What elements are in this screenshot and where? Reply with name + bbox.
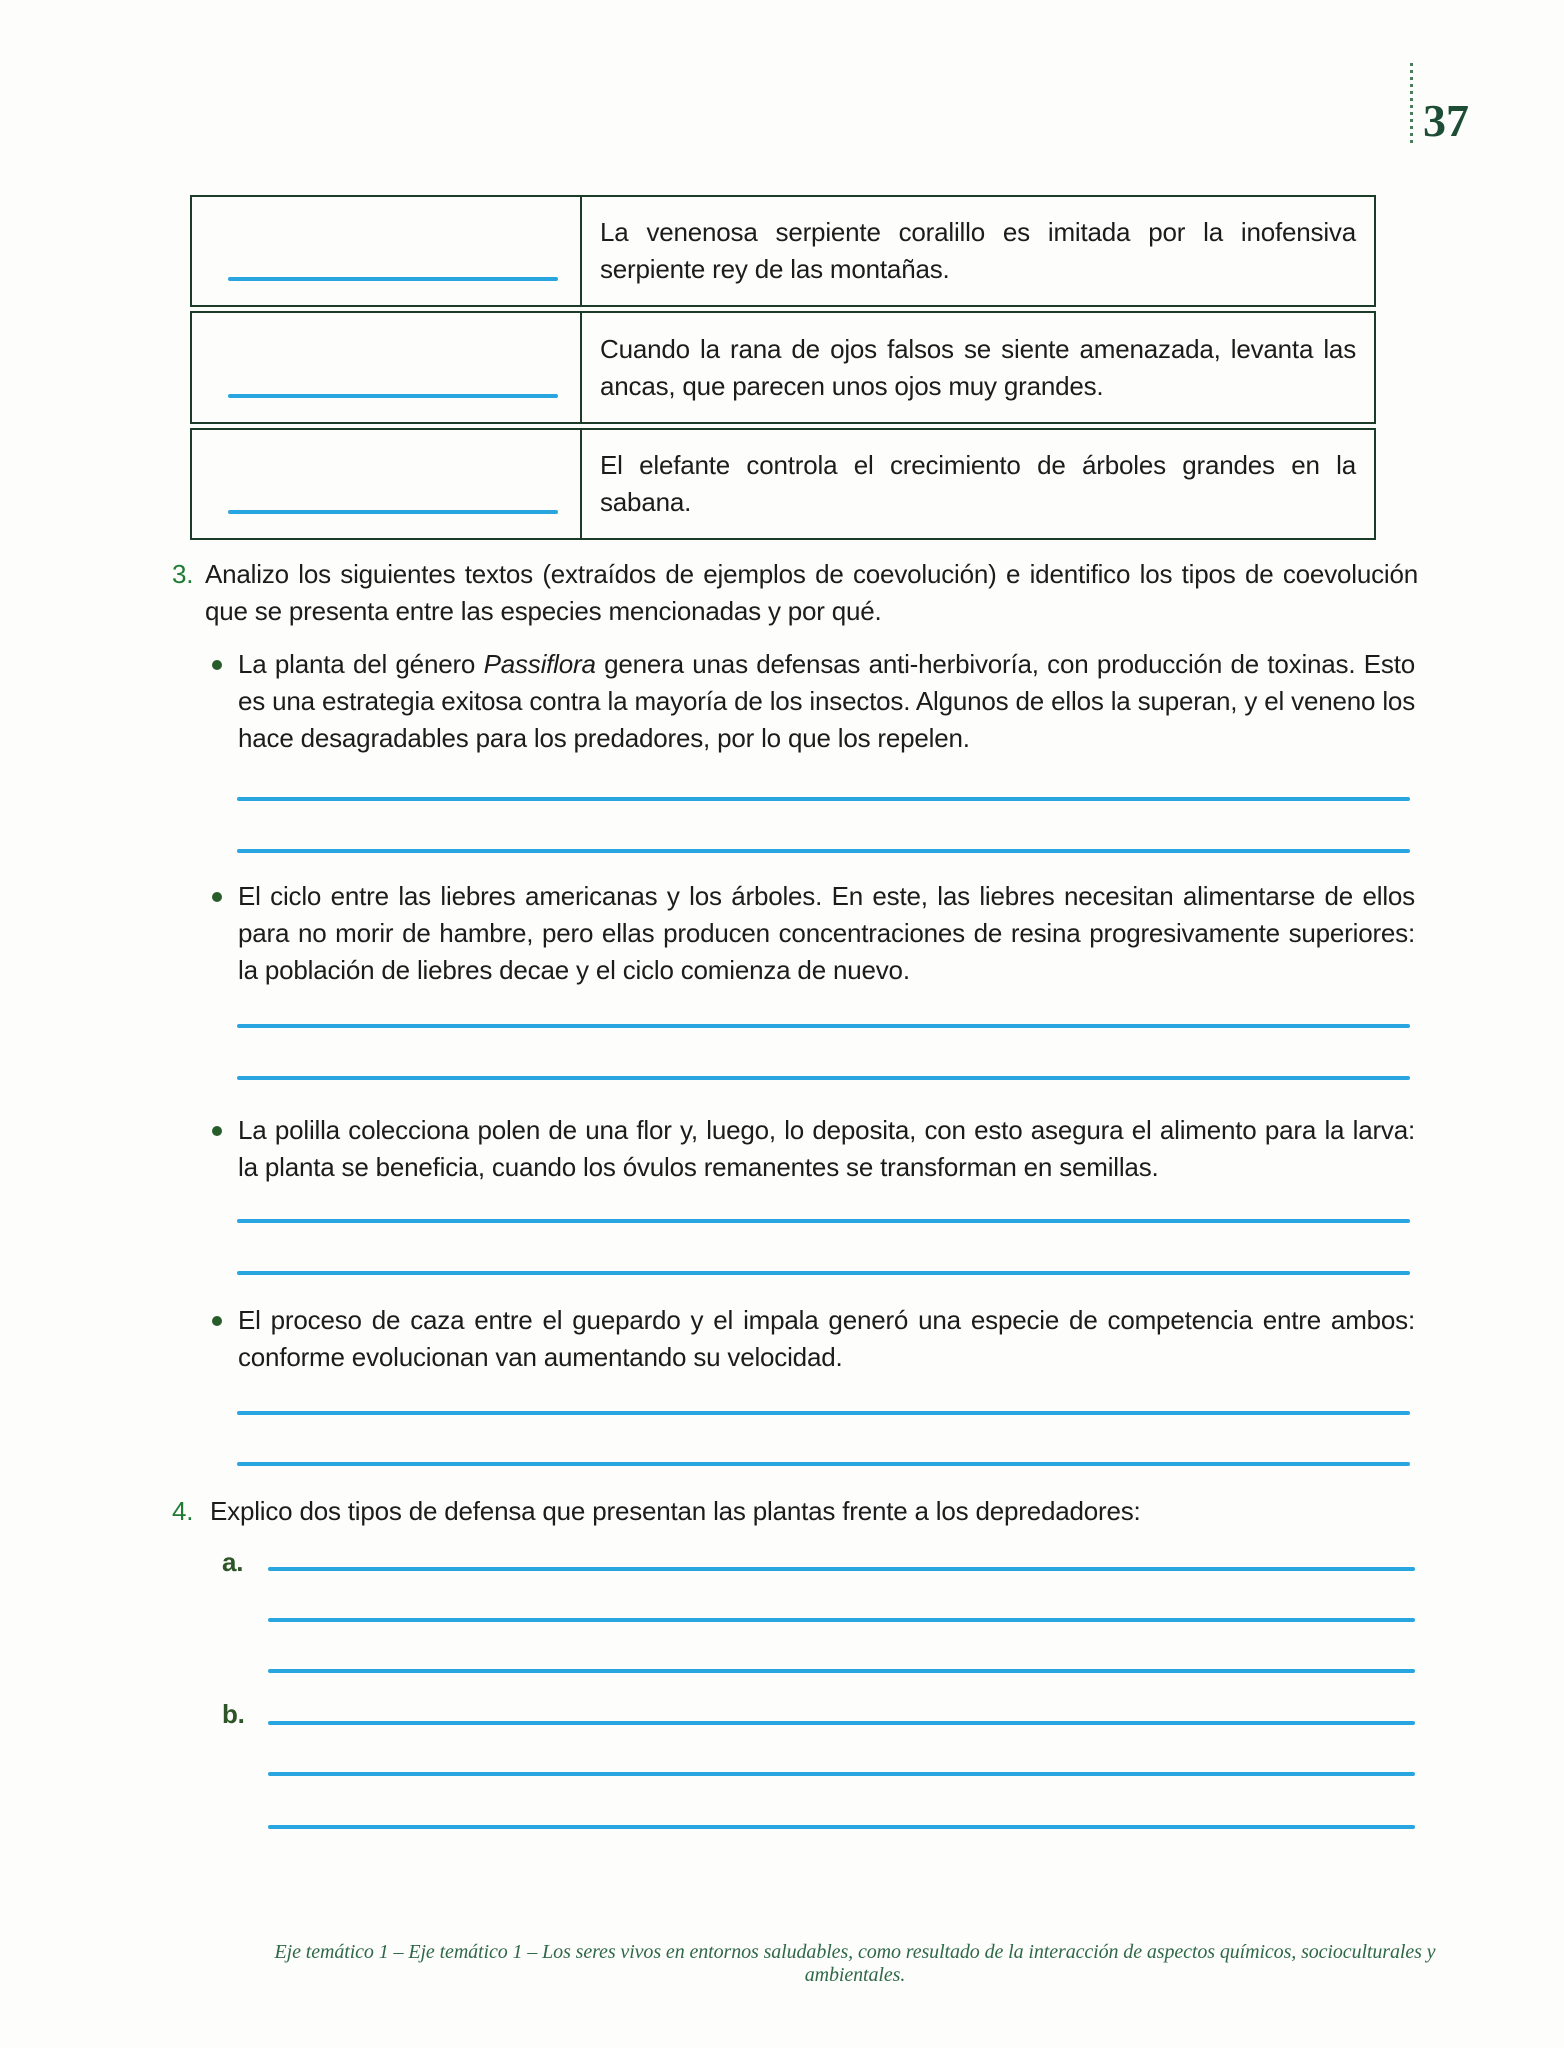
exercise-4-prompt: Explico dos tipos de defensa que presentan las plantas frente a los depredadores: (210, 1496, 1141, 1526)
answer-line[interactable] (237, 1411, 1410, 1415)
answer-line[interactable] (268, 1825, 1415, 1829)
table-text-cell (582, 197, 1374, 305)
answer-line[interactable] (237, 1462, 1410, 1466)
list-item-text: El proceso de caza entre el guepardo y el impala generó una especie de competencia entre ambos: conforme evolucionan van aumentando su velocidad. (238, 1305, 1415, 1372)
table-row (190, 195, 1376, 307)
bullet-icon (212, 1316, 222, 1326)
answer-line[interactable] (237, 1219, 1410, 1223)
table-row-text: Cuando la rana de ojos falsos se siente amenazada, levanta las ancas, que parecen unos ojos muy grandes. (600, 333, 1356, 401)
table-answer-cell (192, 197, 582, 305)
answer-line[interactable] (268, 1618, 1415, 1622)
sub-item-label-a: a. (222, 1547, 244, 1577)
answer-line[interactable] (237, 1271, 1410, 1275)
page-footer: Eje temático 1 – Eje temático 1 – Los seres vivos en entornos saludables, como resultado de la interacción de aspectos químicos, socioculturales y ambientales. (274, 1941, 1436, 1986)
list-item (210, 1302, 1415, 1376)
table-text-cell (582, 430, 1374, 538)
answer-line[interactable] (268, 1721, 1415, 1725)
exercise-4-number: 4. (172, 1496, 194, 1526)
table-answer-cell (192, 313, 582, 422)
table-text-cell (582, 313, 1374, 422)
page-number: 37 (1423, 95, 1469, 146)
answer-line[interactable] (237, 1024, 1410, 1028)
table-answer-cell (192, 430, 582, 538)
list-item (210, 646, 1415, 757)
bullet-icon (212, 892, 222, 902)
table-row-text: La venenosa serpiente coralillo es imitada por la inofensiva serpiente rey de las montañas. (600, 217, 1356, 284)
exercise-4 (172, 1493, 1418, 1530)
answer-line[interactable] (237, 849, 1410, 853)
table-row (190, 428, 1376, 540)
species-name-italic: Passiflora (483, 649, 596, 679)
bullet-icon (212, 1126, 222, 1136)
list-item (210, 878, 1415, 989)
table-row-text: El elefante controla el crecimiento de árboles grandes en la sabana. (600, 450, 1356, 517)
table-row (190, 311, 1376, 424)
table-answer-line[interactable] (228, 510, 558, 514)
sub-item-label-b: b. (222, 1699, 245, 1729)
list-item-text: El ciclo entre las liebres americanas y los árboles. En este, las liebres necesitan alimentarse de ellos para no morir de hambre, pero ellas producen concentraciones de resina progresivamente superiores: la población de liebres decae y el ciclo comienza de nuevo. (238, 881, 1415, 985)
answer-line[interactable] (237, 797, 1410, 801)
list-item (210, 1112, 1415, 1186)
list-item-text-before: La planta del género (238, 649, 484, 679)
answer-line[interactable] (268, 1669, 1415, 1673)
table-answer-line[interactable] (228, 277, 558, 281)
answer-line[interactable] (268, 1567, 1415, 1571)
list-item-text-after: genera unas defensas anti-herbivoría, con producción de toxinas. Esto es una estrategia exitosa contra la mayoría de los insectos. Algunos de ellos la superan, y el veneno los hace desagradables para los predadores, por lo que los repelen. (238, 649, 1415, 753)
exercise-3 (172, 556, 1418, 630)
answer-line[interactable] (268, 1772, 1415, 1776)
bullet-icon (212, 660, 222, 670)
list-item-text (238, 646, 1415, 757)
answer-line[interactable] (237, 1076, 1410, 1080)
table-answer-line[interactable] (228, 394, 558, 398)
page-number-dotted-rule (1410, 63, 1413, 145)
exercise-3-number: 3. (172, 559, 194, 589)
list-item-text: La polilla colecciona polen de una flor y, luego, lo deposita, con esto asegura el alimento para la larva: la planta se beneficia, cuando los óvulos remanentes se transforman en semillas. (238, 1115, 1415, 1182)
exercise-3-prompt: Analizo los siguientes textos (extraídos de ejemplos de coevolución) e identifico los tipos de coevolución que se presenta entre las especies mencionadas y por qué. (205, 559, 1418, 626)
